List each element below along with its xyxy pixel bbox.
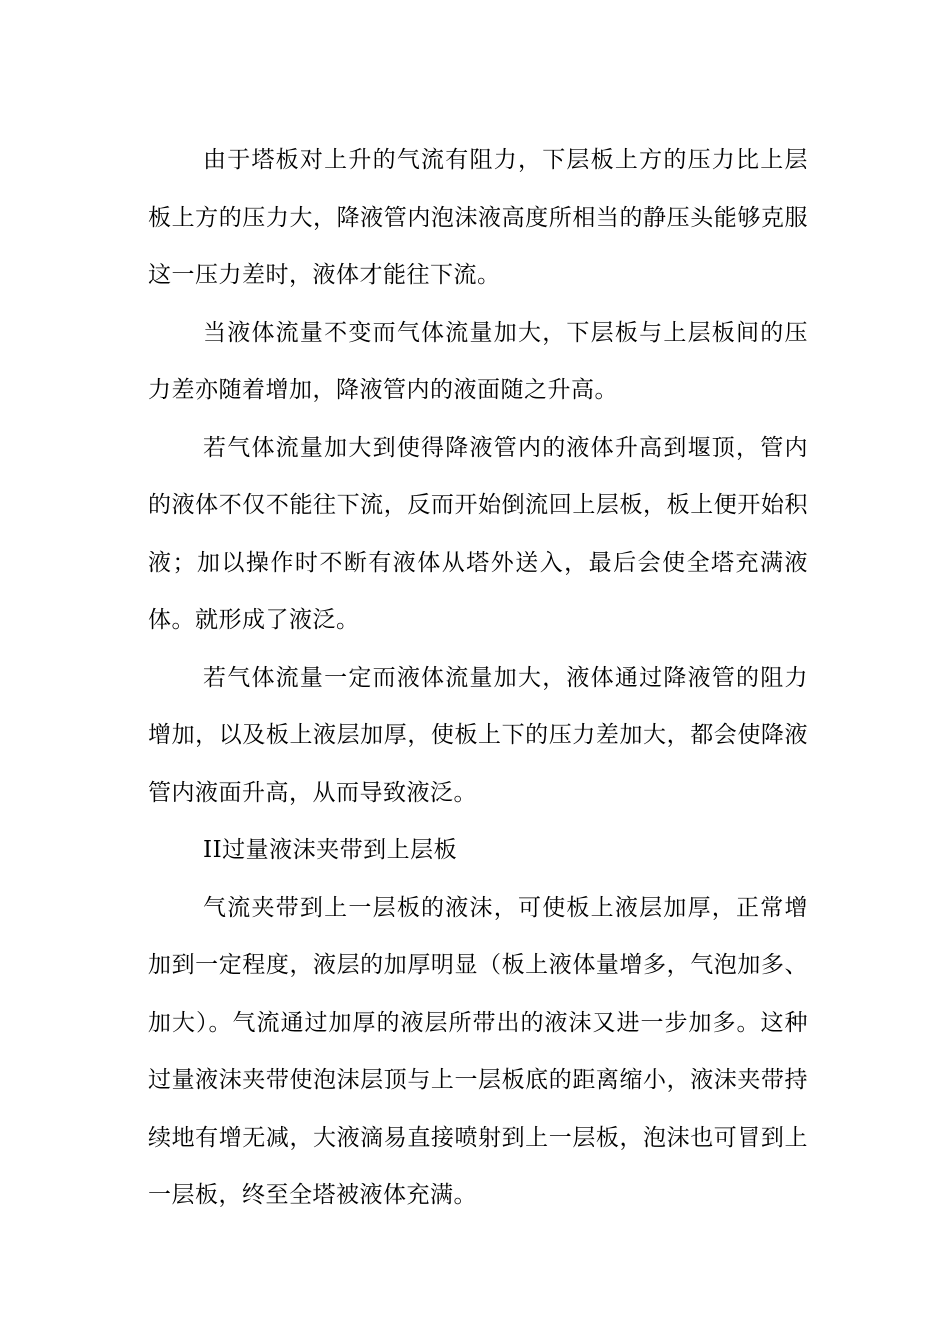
paragraph-3: 若气体流量加大到使得降液管内的液体升高到堰顶，管内的液体不仅不能往下流，反而开始倒流回上层板，板上便开始积液；加以操作时不断有液体从塔外送入，最后会使全塔充满液体。就形成了液泛。 <box>148 434 808 633</box>
document-page <box>148 132 808 1225</box>
section-heading: II过量液沫夹带到上层板 <box>203 837 458 863</box>
paragraph-2: 当液体流量不变而气体流量加大，下层板与上层板间的压力差亦随着增加，降液管内的液面随之升高。 <box>148 319 808 403</box>
paragraph-1: 由于塔板对上升的气流有阻力，下层板上方的压力比上层板上方的压力大，降液管内泡沫液高度所相当的静压头能够克服这一压力差时，液体才能往下流。 <box>148 147 808 288</box>
paragraph-4: 若气体流量一定而液体流量加大，液体通过降液管的阻力增加，以及板上液层加厚，使板上下的压力差加大，都会使降液管内液面升高，从而导致液泛。 <box>148 664 808 806</box>
paragraph-5: 气流夹带到上一层板的液沫，可使板上液层加厚，正常增加到一定程度，液层的加厚明显（板上液体量增多，气泡加多、加大）。气流通过加厚的液层所带出的液沫又进一步加多。这种过量液沫夹带使泡沫层顶与上一层板底的距离缩小，液沫夹带持续地有增无减，大液滴易直接喷射到上一层板，泡沫也可冒到上一层板，终至全塔被液体充满。 <box>148 894 808 1208</box>
